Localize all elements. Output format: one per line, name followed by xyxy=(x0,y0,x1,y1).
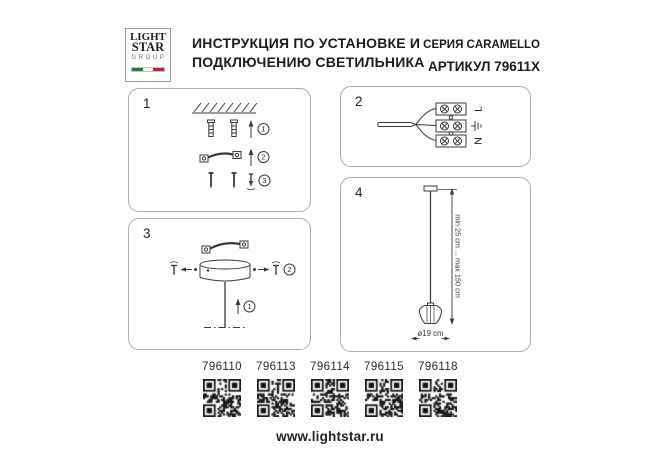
mounting-bracket-icon xyxy=(202,241,248,253)
logo-word-group: GROUP xyxy=(131,55,167,61)
product-code: 796118 xyxy=(418,361,458,373)
step-2-label: 2 xyxy=(287,265,292,275)
product-code: 796115 xyxy=(364,361,404,373)
step-1-label: 1 xyxy=(247,302,252,312)
pendant-lamp-drawing xyxy=(419,186,441,324)
terminal-label-neutral: N xyxy=(472,137,485,145)
logo-word-light: LIGHT xyxy=(129,31,167,43)
panel-3-number: 3 xyxy=(143,226,151,241)
flag-white xyxy=(143,68,154,71)
italian-flag-stripe xyxy=(131,67,165,72)
product-info xyxy=(360,39,540,73)
flag-red xyxy=(153,68,164,71)
terminal-label-live: L xyxy=(472,106,485,112)
product-column xyxy=(309,361,351,417)
panel-step-4 xyxy=(340,177,531,352)
screw-icons xyxy=(209,173,237,189)
step-2-label: 2 xyxy=(261,152,266,162)
product-column xyxy=(417,361,459,417)
panel-4-number: 4 xyxy=(355,185,363,200)
wall-anchor-icons xyxy=(208,120,238,137)
panel-step-2 xyxy=(340,86,531,167)
product-column xyxy=(255,361,297,417)
qr-code xyxy=(257,379,295,417)
qr-code xyxy=(203,379,241,417)
product-code: 796114 xyxy=(310,361,350,373)
canopy-assembly-diagram xyxy=(129,219,310,349)
product-column xyxy=(363,361,405,417)
website-url: www.lightstar.ru xyxy=(276,429,384,444)
flag-green xyxy=(132,68,143,71)
product-code: 796110 xyxy=(202,361,242,373)
qr-code xyxy=(311,379,349,417)
product-code: 796113 xyxy=(256,361,296,373)
lightstar-logo xyxy=(125,28,171,82)
panel-1-number: 1 xyxy=(143,96,151,111)
height-range-label: min 25 cm ... max 150 cm xyxy=(453,214,463,298)
title-line-1: ИНСТРУКЦИЯ ПО УСТАНОВКЕ И xyxy=(192,35,421,51)
power-cable xyxy=(378,109,436,141)
article-label: АРТИКУЛ 79611X xyxy=(427,59,540,74)
panel-step-1 xyxy=(128,88,311,212)
right-side-screw xyxy=(253,262,295,276)
earth-ground-icon xyxy=(471,121,481,131)
height-dimension xyxy=(438,188,463,325)
left-side-screw xyxy=(170,262,197,276)
step-2-arrow xyxy=(249,149,269,167)
product-column xyxy=(201,361,243,417)
logo-word-star: STAR xyxy=(131,40,165,54)
step-1-label: 1 xyxy=(261,124,266,134)
qr-code xyxy=(419,379,457,417)
product-code-list xyxy=(0,361,660,417)
series-label: СЕРИЯ CARAMELLO xyxy=(423,39,540,51)
wiring-diagram xyxy=(341,87,530,166)
ceiling-hatch xyxy=(192,103,257,113)
diameter-label: ø19 cm xyxy=(417,329,444,338)
mounting-bracket-icon xyxy=(200,152,241,163)
panel-step-3 xyxy=(128,218,311,350)
pendant-dimensions-diagram xyxy=(341,178,530,351)
mounting-hardware-diagram xyxy=(129,89,310,211)
step-1-arrow xyxy=(236,299,255,315)
terminal-blocks xyxy=(436,103,466,147)
canopy-drum xyxy=(200,260,250,281)
step-3-label: 3 xyxy=(262,176,267,186)
step-1-arrow xyxy=(249,120,269,138)
step-3-screwdriving-icon xyxy=(247,174,270,190)
qr-code xyxy=(365,379,403,417)
diameter-dimension xyxy=(411,329,450,340)
title-line-2: ПОДКЛЮЧЕНИЮ СВЕТИЛЬНИКА xyxy=(192,54,425,70)
panel-2-number: 2 xyxy=(355,94,363,109)
